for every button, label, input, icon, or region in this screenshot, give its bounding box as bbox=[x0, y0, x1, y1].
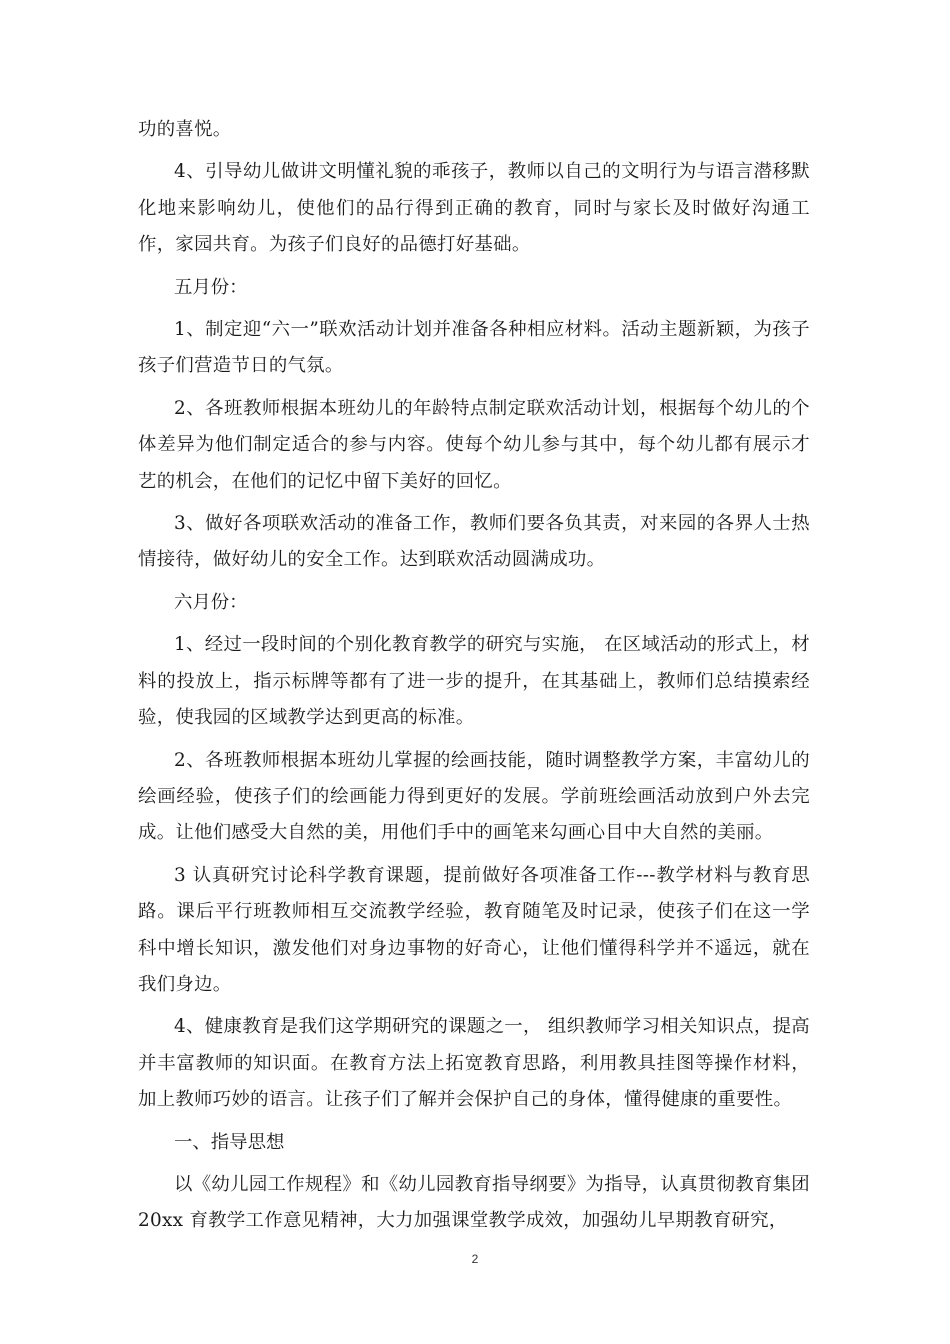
paragraph-may-item-2: 2、各班教师根据本班幼儿的年龄特点制定联欢活动计划，根据每个幼儿的个体差异为他们制定适合的参与内容。使每个幼儿参与其中，每个幼儿都有展示才艺的机会，在他们的记忆中留下美好的回忆。 bbox=[138, 397, 810, 492]
paragraph-june-item-1: 1、经过一段时间的个别化教育教学的研究与实施， 在区域活动的形式上，材料的投放上，指示标牌等都有了进一步的提升，在其基础上，教师们总结摸索经验，使我园的区域教学达到更高的标准。 bbox=[138, 634, 810, 729]
paragraph-may-item-1: 1、制定迎“六一”联欢活动计划并准备各种相应材料。活动主题新颖，为孩子孩子们营造节日的气氛。 bbox=[138, 319, 810, 377]
paragraph-continuation: 功的喜悦。 bbox=[138, 119, 232, 140]
section-heading-guiding-ideology: 一、指导思想 bbox=[174, 1131, 285, 1153]
section-heading-may: 五月份： bbox=[174, 276, 248, 298]
paragraph-item-4-etiquette: 4、引导幼儿做讲文明懂礼貌的乖孩子，教师以自己的文明行为与语言潜移默化地来影响幼儿，使他们的品行得到正确的教育，同时与家长及时做好沟通工作，家园共育。为孩子们良好的品德打好基础。 bbox=[138, 161, 810, 256]
section-heading-june: 六月份： bbox=[174, 591, 248, 613]
page-number: 2 bbox=[471, 1252, 479, 1266]
paragraph-june-item-4: 4、健康教育是我们这学期研究的课题之一， 组织教师学习相关知识点，提高并丰富教师的知识面。在教育方法上拓宽教育思路，利用教具挂图等操作材料，加上教师巧妙的语言。让孩子们了解并会保护自己的身体，懂得健康的重要性。 bbox=[138, 1016, 810, 1111]
paragraph-guiding-ideology: 以《幼儿园工作规程》和《幼儿园教育指导纲要》为指导，认真贯彻教育集团 20xx 育教学工作意见精神，大力加强课堂教学成效，加强幼儿早期教育研究， bbox=[138, 1173, 810, 1232]
paragraph-june-item-3: 3 认真研究讨论科学教育课题，提前做好各项准备工作---教学材料与教育思路。课后平行班教师相互交流教学经验，教育随笔及时记录，使孩子们在这一学科中增长知识，激发他们对身边事物的好奇心，让他们懂得科学并不遥远，就在我们身边。 bbox=[138, 864, 810, 995]
document-body bbox=[138, 112, 810, 1240]
paragraph-may-item-3: 3、做好各项联欢活动的准备工作，教师们要各负其责，对来园的各界人士热情接待，做好幼儿的安全工作。达到联欢活动圆满成功。 bbox=[138, 513, 810, 571]
paragraph-june-item-2: 2、各班教师根据本班幼儿掌握的绘画技能，随时调整教学方案，丰富幼儿的绘画经验，使孩子们的绘画能力得到更好的发展。学前班绘画活动放到户外去完成。让他们感受大自然的美，用他们手中的画笔来勾画心目中大自然的美丽。 bbox=[138, 749, 810, 844]
